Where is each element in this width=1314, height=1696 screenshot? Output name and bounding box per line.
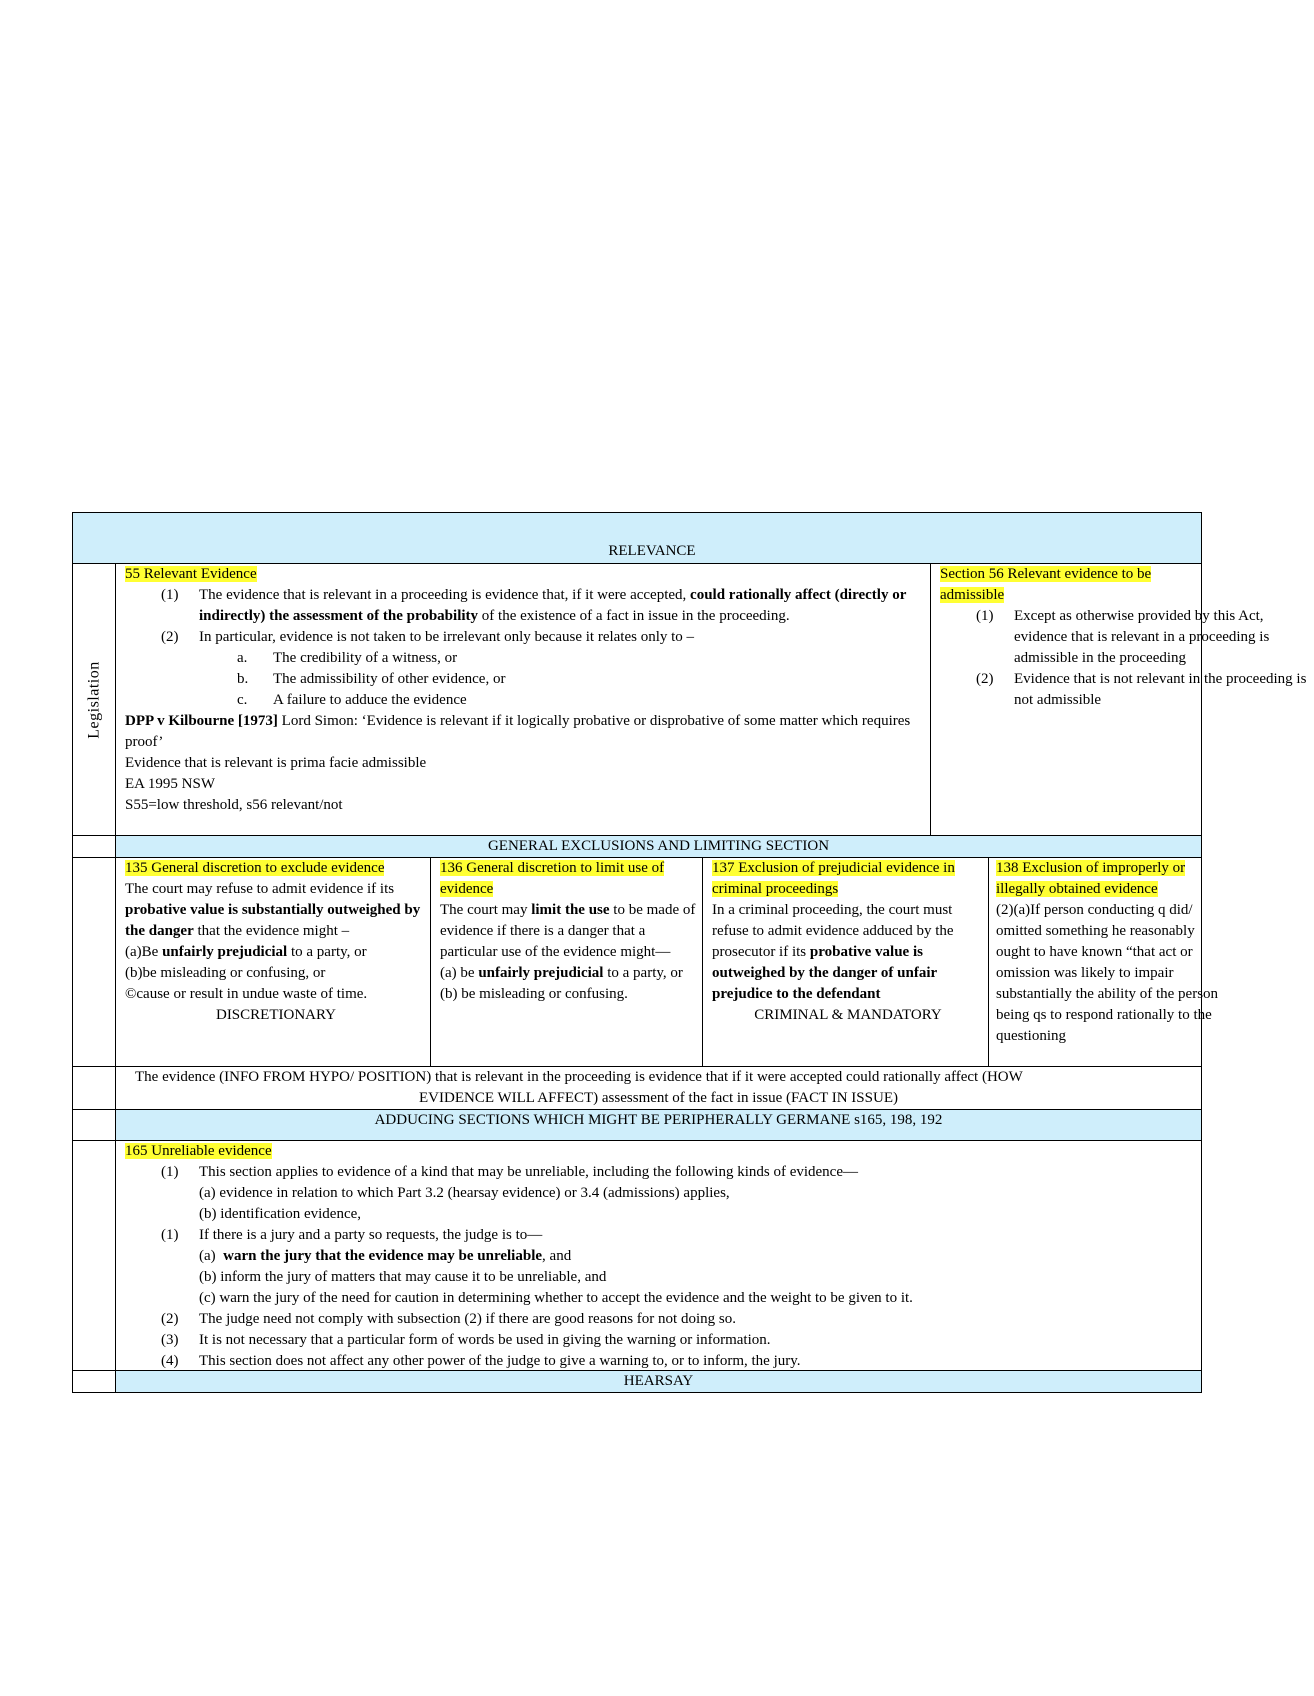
s165-title: 165 Unreliable evidence bbox=[125, 1143, 272, 1159]
s55-content bbox=[125, 564, 925, 836]
adducing-side-cell bbox=[72, 1109, 116, 1141]
s137-text: In a criminal proceeding, the court must refuse to admit evidence adduced by the prosecutor if its probative value is outweighed by the danger of unfair prejudice to the defendant bbox=[712, 902, 954, 1002]
s165-item-3: (2) The judge need not comply with subsection (2) if there are good reasons for not doing so. bbox=[161, 1311, 736, 1327]
s165-side-cell bbox=[72, 1140, 116, 1371]
sections-side-cell bbox=[72, 857, 116, 1067]
hearsay-side-cell bbox=[72, 1370, 116, 1393]
definition-content bbox=[115, 1067, 1202, 1109]
s165-item-1: (1) This section applies to evidence of a kind that may be unreliable, including the following kinds of evidence— (a) evidence in relation to which Part 3.2 (hearsay evidence) or 3.4 (admissions) applies, (b) identification evidence, bbox=[199, 1162, 1200, 1225]
s135-c: ©cause or result in undue waste of time. bbox=[125, 986, 368, 1002]
s55-note-3: S55=low threshold, s56 relevant/not bbox=[125, 797, 343, 813]
s56-title: Section 56 Relevant evidence to be admissible bbox=[940, 566, 1152, 603]
exclusions-header: GENERAL EXCLUSIONS AND LIMITING SECTION bbox=[487, 838, 830, 854]
s137-title: 137 Exclusion of prejudicial evidence in criminal proceedings bbox=[712, 860, 955, 897]
s135-text: The court may refuse to admit evidence if its probative value is substantially outweighed by the danger that the evidence might – bbox=[125, 881, 421, 939]
s165-item-2: (1) If there is a jury and a party so requests, the judge is to— (a) warn the jury that the evidence may be unreliable, and (b) inform the jury of matters that may cause it to be unreliable, and (c) warn the jury of the need for caution in determining whether to accept the evidence and the weight to be given to it. bbox=[199, 1225, 1200, 1309]
hearsay-header: HEARSAY bbox=[623, 1373, 694, 1389]
s165-content bbox=[125, 1141, 1200, 1370]
s136-b: (b) be misleading or confusing. bbox=[440, 986, 628, 1002]
s56-item-2: (2) Evidence that is not relevant in the proceeding is not admissible bbox=[976, 671, 1307, 708]
s138-title: 138 Exclusion of improperly or illegally obtained evidence bbox=[996, 860, 1186, 897]
s135-footer: DISCRETIONARY bbox=[215, 1007, 336, 1023]
s55-item-1: (1) The evidence that is relevant in a proceeding is evidence that, if it were accepted, could rationally affect (directly or indirectly) the assessment of the probability of the existence of a fact in issue in the proceeding. bbox=[161, 587, 907, 624]
s55-sub-a: a. The credibility of a witness, or bbox=[237, 650, 458, 666]
relevance-header: RELEVANCE bbox=[608, 543, 696, 559]
s138-content bbox=[996, 858, 1219, 1066]
s136-a: (a) be unfairly prejudicial to a party, or bbox=[440, 965, 683, 981]
s165-item-2a: (a) warn the jury that the evidence may be unreliable, and bbox=[199, 1248, 572, 1264]
definition-side-cell bbox=[72, 1066, 116, 1110]
s137-content bbox=[712, 858, 984, 1066]
legislation-label: Legislation bbox=[85, 661, 103, 739]
s55-item-2: (2) In particular, evidence is not taken to be irrelevant only because it relates only to – a. The credibility of a witness, or b. The admissibility of other evidence, or c. A failure to adduce the evidence bbox=[199, 627, 925, 711]
s56-item-1: (1) Except as otherwise provided by this Act, evidence that is relevant in a proceeding is admissible in the proceeding bbox=[976, 608, 1270, 666]
definition-line-2: EVIDENCE WILL AFFECT) assessment of the fact in issue (FACT IN ISSUE) bbox=[419, 1090, 898, 1106]
s135-content bbox=[125, 858, 427, 1066]
exclusions-side-cell bbox=[72, 835, 116, 858]
s55-title: 55 Relevant Evidence bbox=[125, 566, 257, 582]
s136-text: The court may limit the use to be made of evidence if there is a danger that a particular use of the evidence might— bbox=[440, 902, 696, 960]
s55-sub-c: c. A failure to adduce the evidence bbox=[237, 692, 467, 708]
s136-content bbox=[440, 858, 698, 1066]
s136-title: 136 General discretion to limit use of evidence bbox=[440, 860, 665, 897]
s135-b: (b)be misleading or confusing, or bbox=[125, 965, 326, 981]
s165-item-5: (4) This section does not affect any other power of the judge to give a warning to, or to inform, the jury. bbox=[161, 1353, 801, 1369]
s55-note-2: EA 1995 NSW bbox=[125, 776, 215, 792]
s56-content bbox=[940, 564, 1307, 836]
s55-sub-b: b. The admissibility of other evidence, or bbox=[237, 671, 506, 687]
case-kilbourne: DPP v Kilbourne [1973] Lord Simon: ‘Evidence is relevant if it logically probative or disprobative of some matter which requires proof’ bbox=[125, 713, 911, 750]
s165-item-4: (3) It is not necessary that a particular form of words be used in giving the warning or information. bbox=[161, 1332, 771, 1348]
s135-a: (a)Be unfairly prejudicial to a party, or bbox=[125, 944, 367, 960]
definition-line-1: The evidence (INFO FROM HYPO/ POSITION) that is relevant in the proceeding is evidence that if it were accepted could rationally affect (HOW bbox=[135, 1069, 1023, 1085]
s165-item-1b: (b) identification evidence, bbox=[199, 1206, 362, 1222]
s137-footer: CRIMINAL & MANDATORY bbox=[754, 1007, 942, 1023]
adducing-header: ADDUCING SECTIONS WHICH MIGHT BE PERIPHERALLY GERMANE s165, 198, 192 bbox=[374, 1112, 943, 1128]
s165-item-2b: (b) inform the jury of matters that may cause it to be unreliable, and bbox=[199, 1269, 607, 1285]
s55-note-1: Evidence that is relevant is prima facie admissible bbox=[125, 755, 427, 771]
s165-item-1a: (a) evidence in relation to which Part 3.2 (hearsay evidence) or 3.4 (admissions) applies, bbox=[199, 1185, 730, 1201]
s138-text: (2)(a)If person conducting q did/ omitted something he reasonably ought to have known “that act or omission was likely to impair substantially the ability of the person being qs to respond rationally to the questioning bbox=[996, 902, 1219, 1044]
s135-title: 135 General discretion to exclude evidence bbox=[125, 860, 385, 876]
s165-item-2c: (c) warn the jury of the need for caution in determining whether to accept the evidence and the weight to be given to it. bbox=[199, 1290, 913, 1306]
